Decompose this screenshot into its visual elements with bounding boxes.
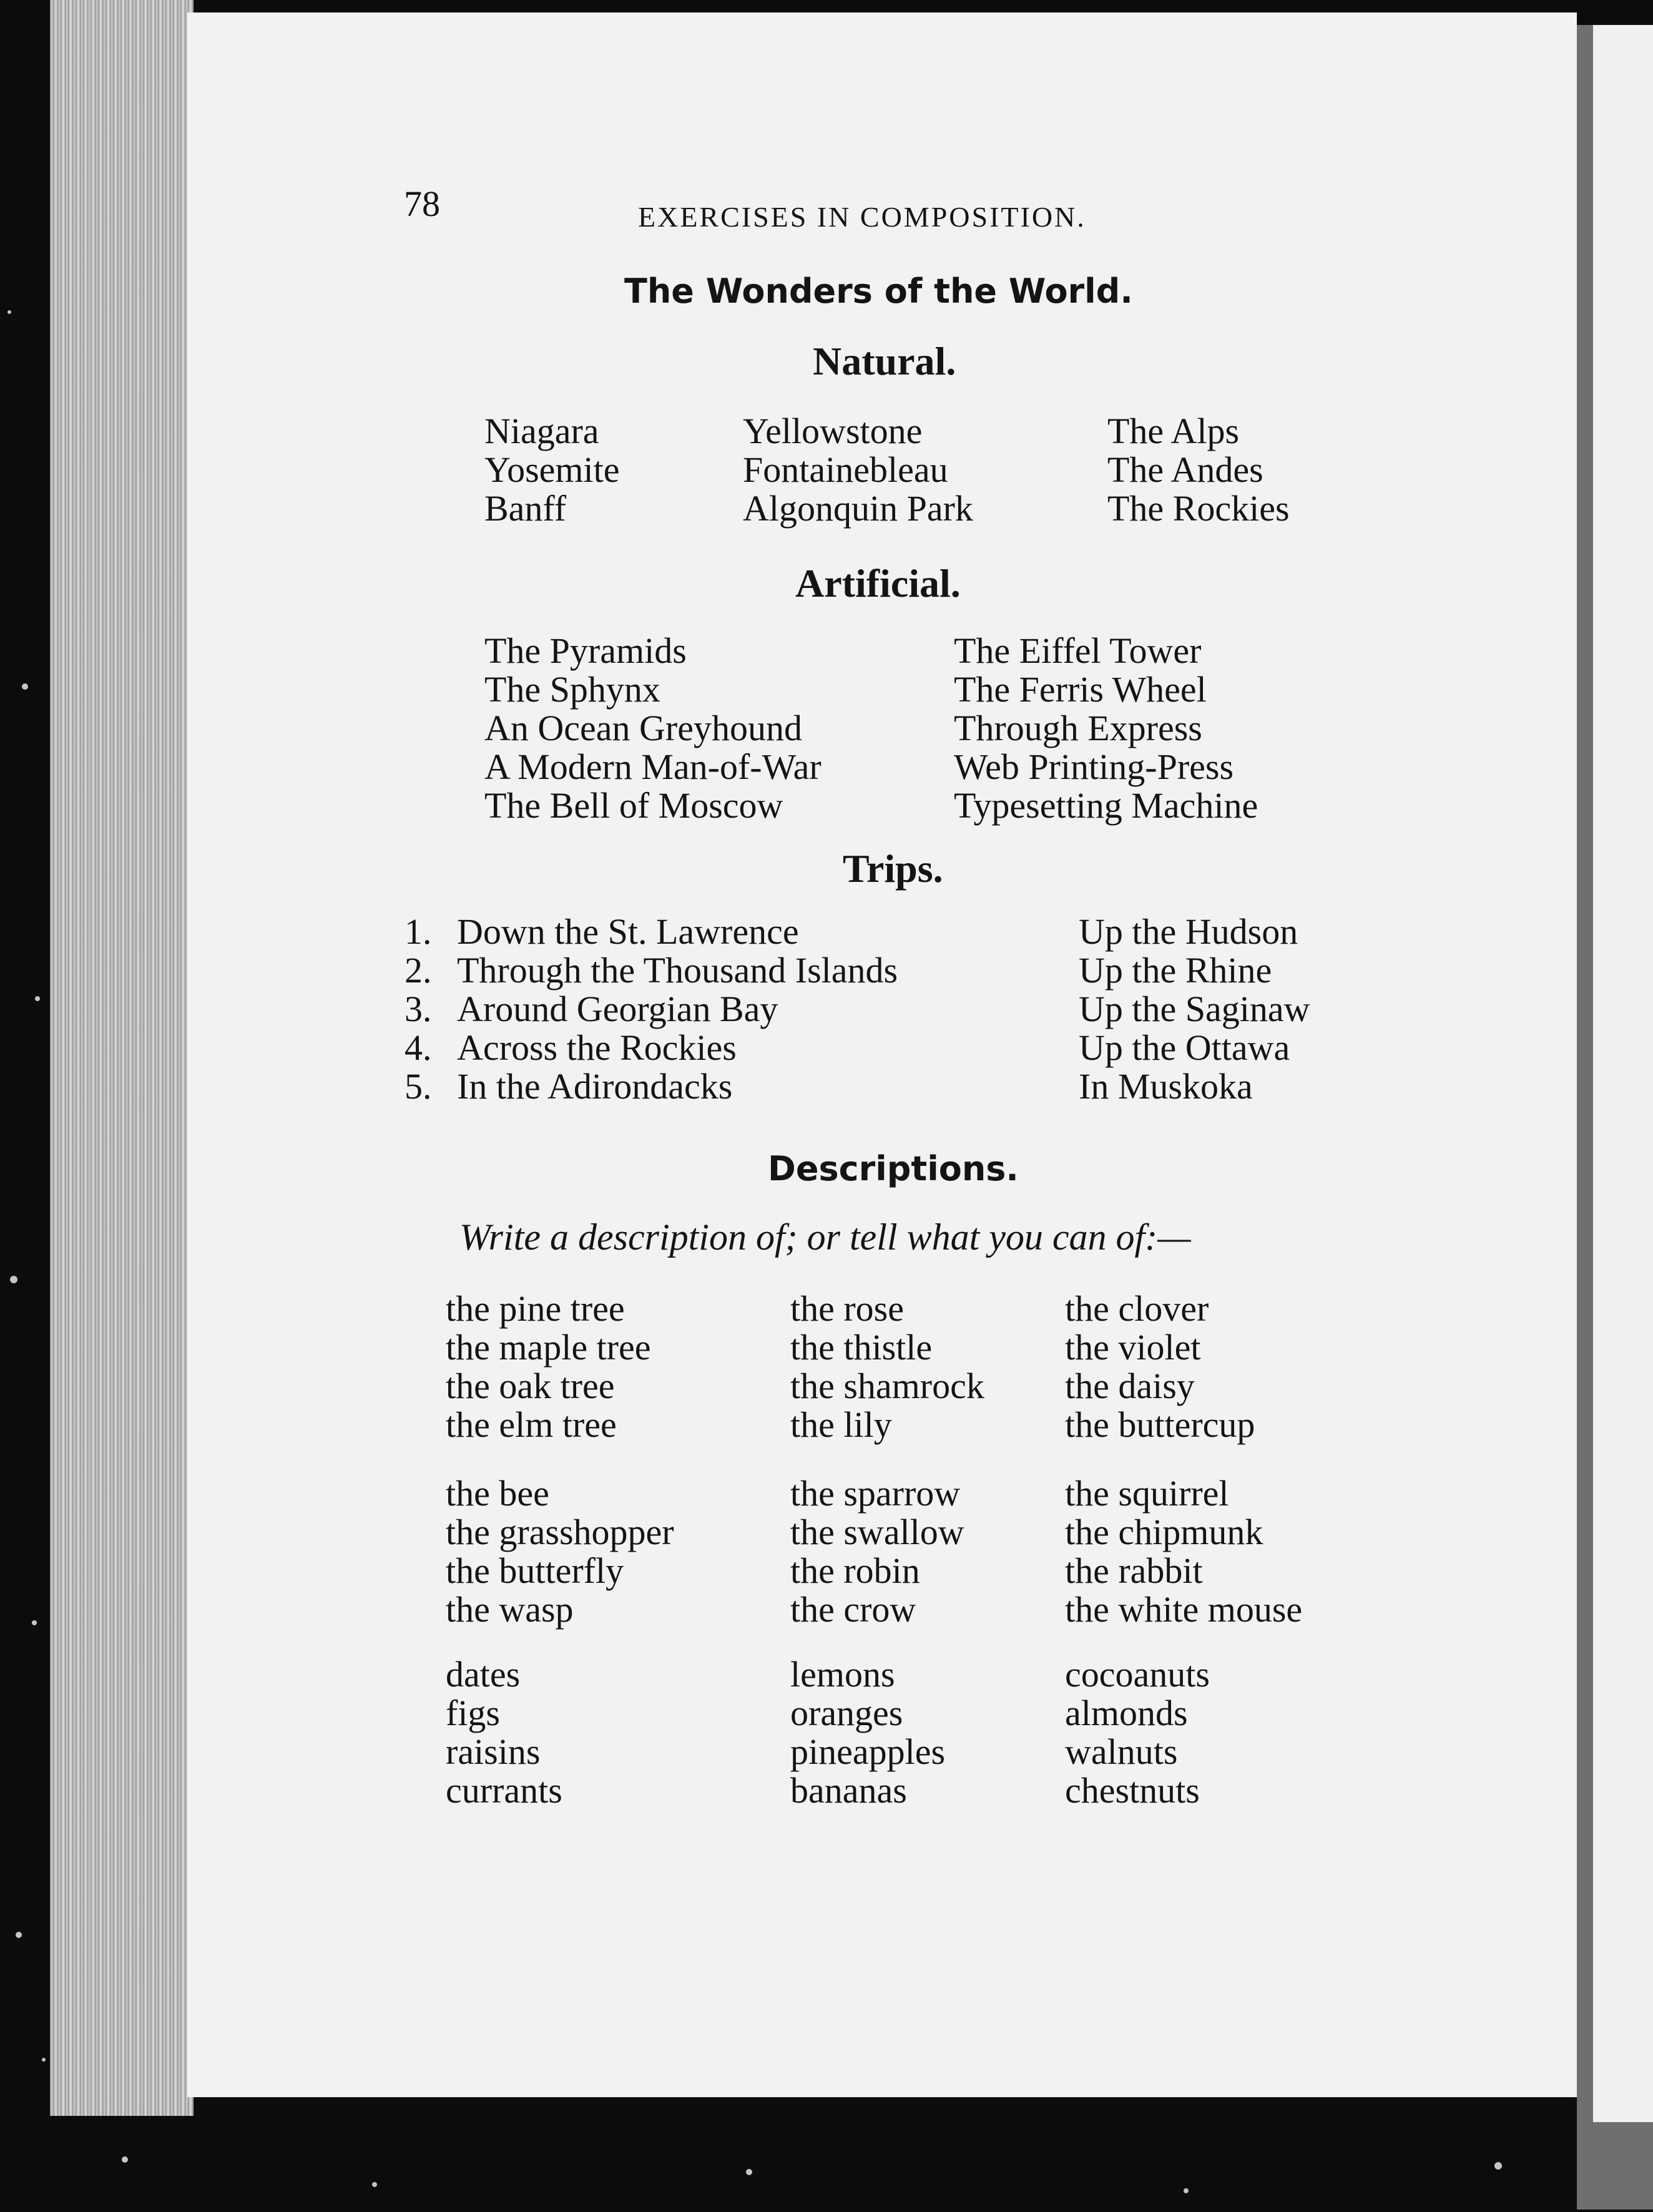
trips-heading: Trips. <box>843 846 943 891</box>
list-item: the violet <box>1065 1327 1201 1368</box>
animals-column-2 <box>790 1474 964 1629</box>
list-item: An Ocean Greyhound <box>484 708 802 748</box>
list-item: Niagara <box>484 411 599 451</box>
list-item: chestnuts <box>1065 1770 1200 1811</box>
list-item: the sparrow <box>790 1473 961 1514</box>
list-item: the oak tree <box>446 1366 615 1406</box>
plants-column-3 <box>1065 1290 1255 1444</box>
list-item: Across the Rockies <box>457 1027 737 1068</box>
list-item: The Alps <box>1107 411 1240 451</box>
list-item: the crow <box>790 1589 916 1630</box>
natural-column-1 <box>484 412 619 528</box>
list-item: the wasp <box>446 1589 574 1630</box>
list-item: Typesetting Machine <box>954 785 1258 826</box>
list-item: the butterfly <box>446 1550 624 1591</box>
list-item: Up the Saginaw <box>1079 989 1310 1029</box>
descriptions-instruction: Write a description of; or tell what you can of:— <box>459 1216 1191 1258</box>
artificial-column-2 <box>954 632 1258 825</box>
descriptions-heading: Descriptions. <box>768 1149 1019 1188</box>
list-item: Yosemite <box>484 449 620 490</box>
facing-page-edge <box>1593 25 1653 2122</box>
natural-column-3 <box>1107 412 1290 528</box>
list-item: walnuts <box>1065 1731 1178 1772</box>
trips-right-column <box>1079 913 1310 1106</box>
fruits-column-3 <box>1065 1655 1210 1810</box>
list-item: the maple tree <box>446 1327 651 1368</box>
list-item: the elm tree <box>446 1404 617 1445</box>
list-item: the bee <box>446 1473 549 1514</box>
fruits-column-2 <box>790 1655 945 1810</box>
animals-column-1 <box>446 1474 674 1629</box>
animals-column-3 <box>1065 1474 1302 1629</box>
list-item: currants <box>446 1770 562 1811</box>
list-item: dates <box>446 1654 521 1695</box>
list-item: Algonquin Park <box>743 488 973 529</box>
list-item: the daisy <box>1065 1366 1195 1406</box>
list-item: the pine tree <box>446 1288 625 1329</box>
list-number: 3. <box>405 989 432 1029</box>
list-item: Web Printing-Press <box>954 746 1234 787</box>
list-item: Around Georgian Bay <box>457 989 778 1029</box>
list-item: the squirrel <box>1065 1473 1229 1514</box>
list-item: A Modern Man-of-War <box>484 746 822 787</box>
list-item: cocoanuts <box>1065 1654 1210 1695</box>
list-item: almonds <box>1065 1693 1188 1733</box>
list-item: Through Express <box>954 708 1202 748</box>
list-item: the shamrock <box>790 1366 984 1406</box>
book-page <box>187 12 1577 2097</box>
running-head: EXERCISES IN COMPOSITION. <box>638 201 1086 233</box>
trips-numbers <box>405 913 432 1106</box>
natural-heading: Natural. <box>813 339 956 383</box>
list-item: the rose <box>790 1288 904 1329</box>
page-edge-stack <box>50 0 194 2116</box>
list-item: Down the St. Lawrence <box>457 911 799 952</box>
page-number: 78 <box>404 184 440 224</box>
trips-left-column <box>457 913 898 1106</box>
list-item: lemons <box>790 1654 895 1695</box>
list-number: 4. <box>405 1027 432 1068</box>
list-item: The Bell of Moscow <box>484 785 783 826</box>
list-item: Through the Thousand Islands <box>457 950 898 991</box>
list-item: The Sphynx <box>484 669 660 710</box>
list-item: The Andes <box>1107 449 1263 490</box>
list-item: In the Adirondacks <box>457 1066 733 1107</box>
list-item: pineapples <box>790 1731 946 1772</box>
plants-column-1 <box>446 1290 651 1444</box>
list-item: Fontainebleau <box>743 449 948 490</box>
list-number: 1. <box>405 911 432 952</box>
list-item: The Ferris Wheel <box>954 669 1207 710</box>
list-item: Up the Hudson <box>1079 911 1298 952</box>
list-item: the rabbit <box>1065 1550 1203 1591</box>
fruits-column-1 <box>446 1655 562 1810</box>
list-item: the chipmunk <box>1065 1512 1263 1552</box>
list-item: the lily <box>790 1404 892 1445</box>
list-number: 2. <box>405 950 432 991</box>
list-item: In Muskoka <box>1079 1066 1253 1107</box>
list-item: oranges <box>790 1693 903 1733</box>
list-item: raisins <box>446 1731 541 1772</box>
list-item: Up the Ottawa <box>1079 1027 1290 1068</box>
list-item: the grasshopper <box>446 1512 674 1552</box>
page-title: The Wonders of the World. <box>624 272 1133 311</box>
list-item: The Rockies <box>1107 488 1290 529</box>
list-item: the thistle <box>790 1327 933 1368</box>
list-item: the buttercup <box>1065 1404 1255 1445</box>
list-item: figs <box>446 1693 500 1733</box>
list-number: 5. <box>405 1066 432 1107</box>
list-item: Yellowstone <box>743 411 923 451</box>
list-item: the robin <box>790 1550 920 1591</box>
list-item: bananas <box>790 1770 907 1811</box>
artificial-heading: Artificial. <box>795 561 961 605</box>
list-item: The Eiffel Tower <box>954 630 1202 671</box>
list-item: the clover <box>1065 1288 1209 1329</box>
list-item: The Pyramids <box>484 630 687 671</box>
list-item: Up the Rhine <box>1079 950 1272 991</box>
plants-column-2 <box>790 1290 984 1444</box>
list-item: Banff <box>484 488 567 529</box>
list-item: the swallow <box>790 1512 964 1552</box>
list-item: the white mouse <box>1065 1589 1303 1630</box>
artificial-column-1 <box>484 632 822 825</box>
natural-column-2 <box>743 412 973 528</box>
